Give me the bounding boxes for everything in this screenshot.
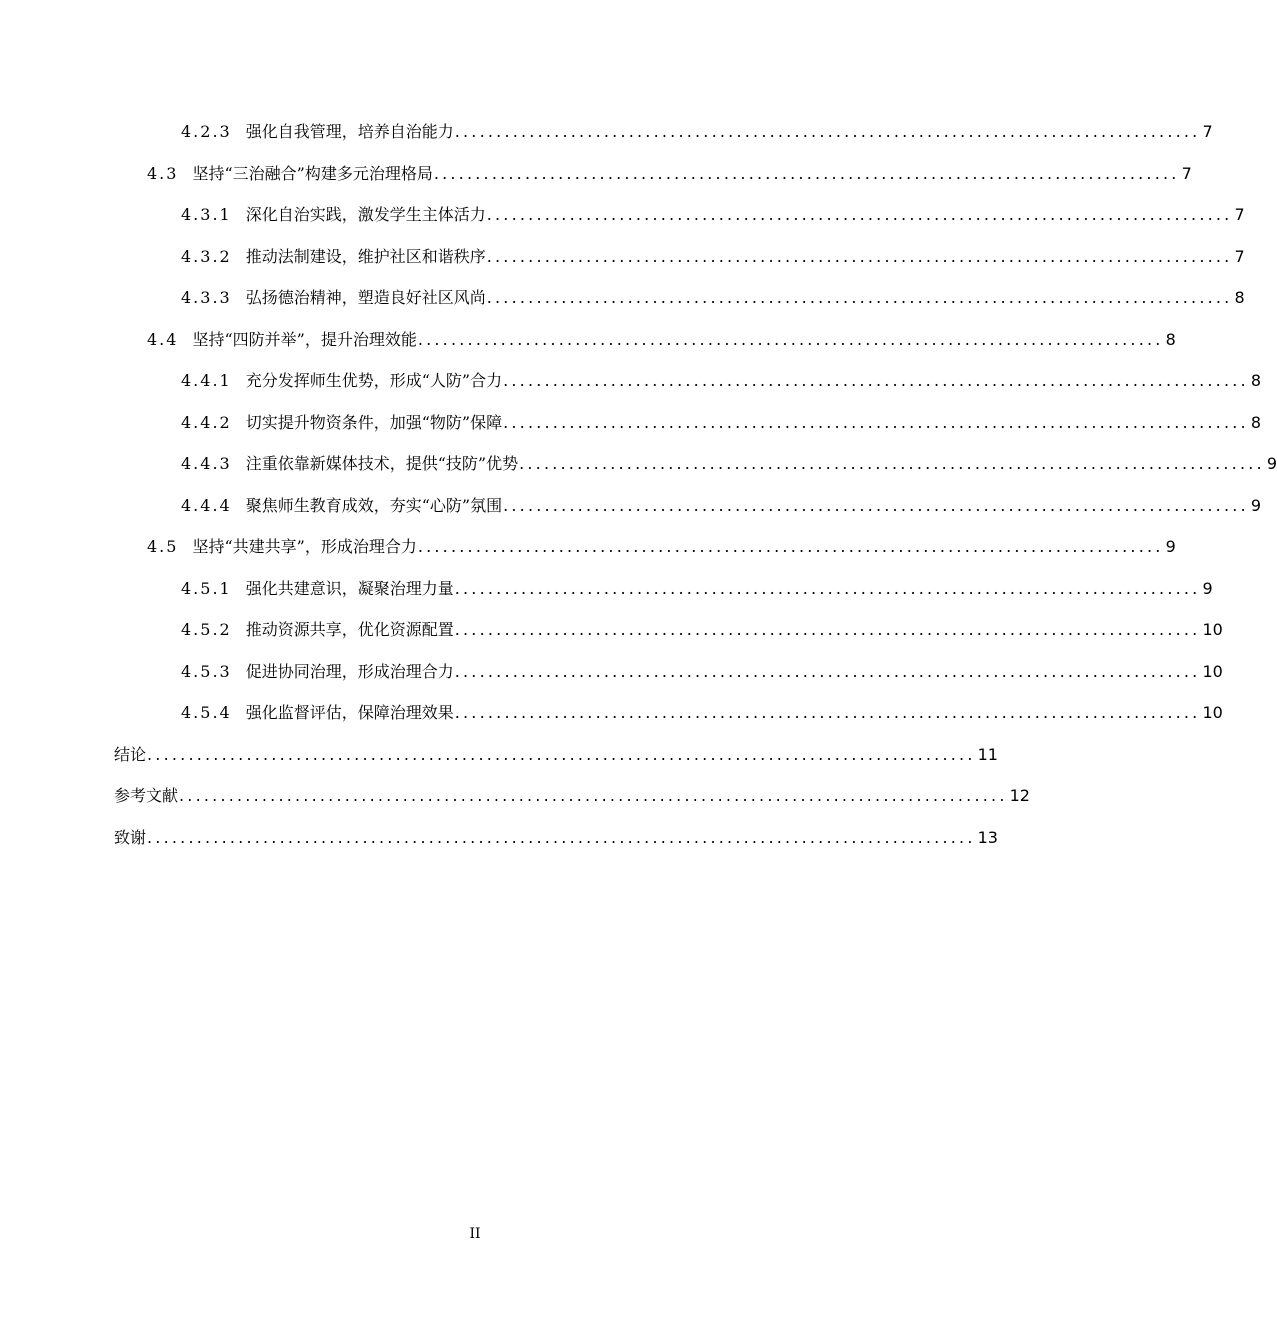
- toc-page-number: 7: [1181, 164, 1192, 183]
- toc-entry-title: 坚持“四防并举”，提升治理效能: [192, 330, 417, 349]
- toc-dot-leader: ..........................................................................................: [486, 288, 1233, 307]
- toc-page-number: 10: [1202, 620, 1223, 639]
- toc-entry[interactable]: [147, 160, 1192, 184]
- toc-entry-number: 4.5.3: [181, 662, 232, 681]
- toc-entry[interactable]: [181, 367, 1262, 391]
- toc-entry[interactable]: [114, 741, 998, 765]
- toc-entry-title: 推动资源共享，优化资源配置: [245, 620, 454, 639]
- toc-dot-leader: ....................................................................................................: [147, 828, 976, 847]
- toc-entry-title: 强化共建意识，凝聚治理力量: [245, 579, 454, 598]
- toc-dot-leader: ..........................................................................................: [486, 205, 1233, 224]
- toc-entry[interactable]: [181, 575, 1213, 599]
- toc-entry-number: 4.5.1: [181, 579, 232, 598]
- toc-entry-title: 结论: [114, 745, 147, 764]
- toc-entry-number: 4.2.3: [181, 122, 232, 141]
- toc-dot-leader: ..........................................................................................: [503, 413, 1249, 432]
- toc-page-number: 7: [1234, 247, 1245, 266]
- toc-page-number: 9: [1266, 454, 1277, 473]
- toc-page-number: 8: [1250, 413, 1262, 432]
- toc-entry[interactable]: [114, 782, 1030, 806]
- toc-entry-title: 强化监督评估，保障治理效果: [245, 703, 454, 722]
- toc-entry[interactable]: [181, 450, 1277, 474]
- toc-dot-leader: ..........................................................................................: [417, 330, 1164, 349]
- toc-page-number: 10: [1202, 703, 1223, 722]
- toc-entry-number: 4.3.2: [181, 247, 232, 266]
- toc-dot-leader: ..........................................................................................: [454, 579, 1201, 598]
- toc-entry[interactable]: [181, 658, 1223, 682]
- toc-entry-title: 弘扬德治精神，塑造良好社区风尚: [245, 288, 486, 307]
- toc-entry-number: 4.3.3: [181, 288, 232, 307]
- toc-dot-leader: ..........................................................................................: [454, 122, 1201, 141]
- toc-entry-number: 4.5: [147, 537, 179, 556]
- toc-page-number: 8: [1165, 330, 1176, 349]
- toc-entry-title: 切实提升物资条件，加强“物防”保障: [245, 413, 503, 432]
- toc-entry-number: 4.3: [147, 164, 179, 183]
- toc-dot-leader: ..........................................................................................: [433, 164, 1180, 183]
- toc-entry[interactable]: [181, 409, 1262, 433]
- toc-entry-number: 4.5.4: [181, 703, 232, 722]
- toc-entry[interactable]: [181, 243, 1245, 267]
- toc-entry-title: 推动法制建设，维护社区和谐秩序: [245, 247, 486, 266]
- toc-entry[interactable]: [114, 824, 998, 848]
- toc-entry-number: 4.5.2: [181, 620, 232, 639]
- toc-page-number: 10: [1202, 662, 1223, 681]
- toc-page-number: 8: [1250, 371, 1262, 390]
- toc-entry-title: 参考文献: [114, 786, 179, 805]
- toc-entry[interactable]: [181, 616, 1223, 640]
- toc-entry-number: 4.3.1: [181, 205, 232, 224]
- toc-entry[interactable]: [147, 533, 1176, 557]
- toc-entry-title: 坚持“共建共享”，形成治理合力: [192, 537, 417, 556]
- toc-dot-leader: ....................................................................................................: [179, 786, 1008, 805]
- toc-dot-leader: ..........................................................................................: [503, 496, 1249, 515]
- toc-dot-leader: ..........................................................................................: [486, 247, 1233, 266]
- toc-entry[interactable]: [181, 284, 1245, 308]
- toc-entry[interactable]: [181, 201, 1245, 225]
- toc-dot-leader: ..........................................................................................: [417, 537, 1164, 556]
- toc-entry-title: 深化自治实践，激发学生主体活力: [245, 205, 486, 224]
- toc-entry-title: 充分发挥师生优势，形成“人防”合力: [245, 371, 503, 390]
- toc-page-number: 13: [977, 828, 998, 847]
- toc-page-number: 9: [1165, 537, 1176, 556]
- toc-page-number: 7: [1234, 205, 1245, 224]
- toc-entry-number: 4.4.1: [181, 371, 232, 390]
- toc-entry-title: 聚焦师生教育成效，夯实“心防”氛围: [245, 496, 503, 515]
- toc-page-number: 9: [1250, 496, 1262, 515]
- toc-dot-leader: ....................................................................................................: [147, 745, 976, 764]
- toc-dot-leader: ..........................................................................................: [503, 371, 1249, 390]
- toc-entry-number: 4.4.2: [181, 413, 232, 432]
- toc-entry-title: 坚持“三治融合”构建多元治理格局: [192, 164, 433, 183]
- toc-dot-leader: ..........................................................................................: [519, 454, 1265, 473]
- toc-page-number: 11: [977, 745, 998, 764]
- toc-entry[interactable]: [147, 326, 1176, 350]
- toc-entry-title: 促进协同治理，形成治理合力: [245, 662, 454, 681]
- toc-dot-leader: ..........................................................................................: [454, 662, 1201, 681]
- toc-entry-title: 致谢: [114, 828, 147, 847]
- toc-page-number: 7: [1202, 122, 1213, 141]
- toc-entry-number: 4.4: [147, 330, 179, 349]
- page-footer-number: II: [469, 1226, 481, 1242]
- toc-entry[interactable]: [181, 699, 1223, 723]
- toc-entry-title: 强化自我管理，培养自治能力: [245, 122, 454, 141]
- toc-entry-number: 4.4.4: [181, 496, 232, 515]
- toc-dot-leader: ..........................................................................................: [454, 620, 1201, 639]
- toc-entry[interactable]: [181, 492, 1262, 516]
- toc-entry-title: 注重依靠新媒体技术，提供“技防”优势: [245, 454, 519, 473]
- toc-entry-number: 4.4.3: [181, 454, 232, 473]
- toc-entry[interactable]: [181, 118, 1213, 142]
- toc-page-number: 9: [1202, 579, 1213, 598]
- toc-dot-leader: ..........................................................................................: [454, 703, 1201, 722]
- toc-page-number: 12: [1009, 786, 1030, 805]
- toc-page-number: 8: [1234, 288, 1245, 307]
